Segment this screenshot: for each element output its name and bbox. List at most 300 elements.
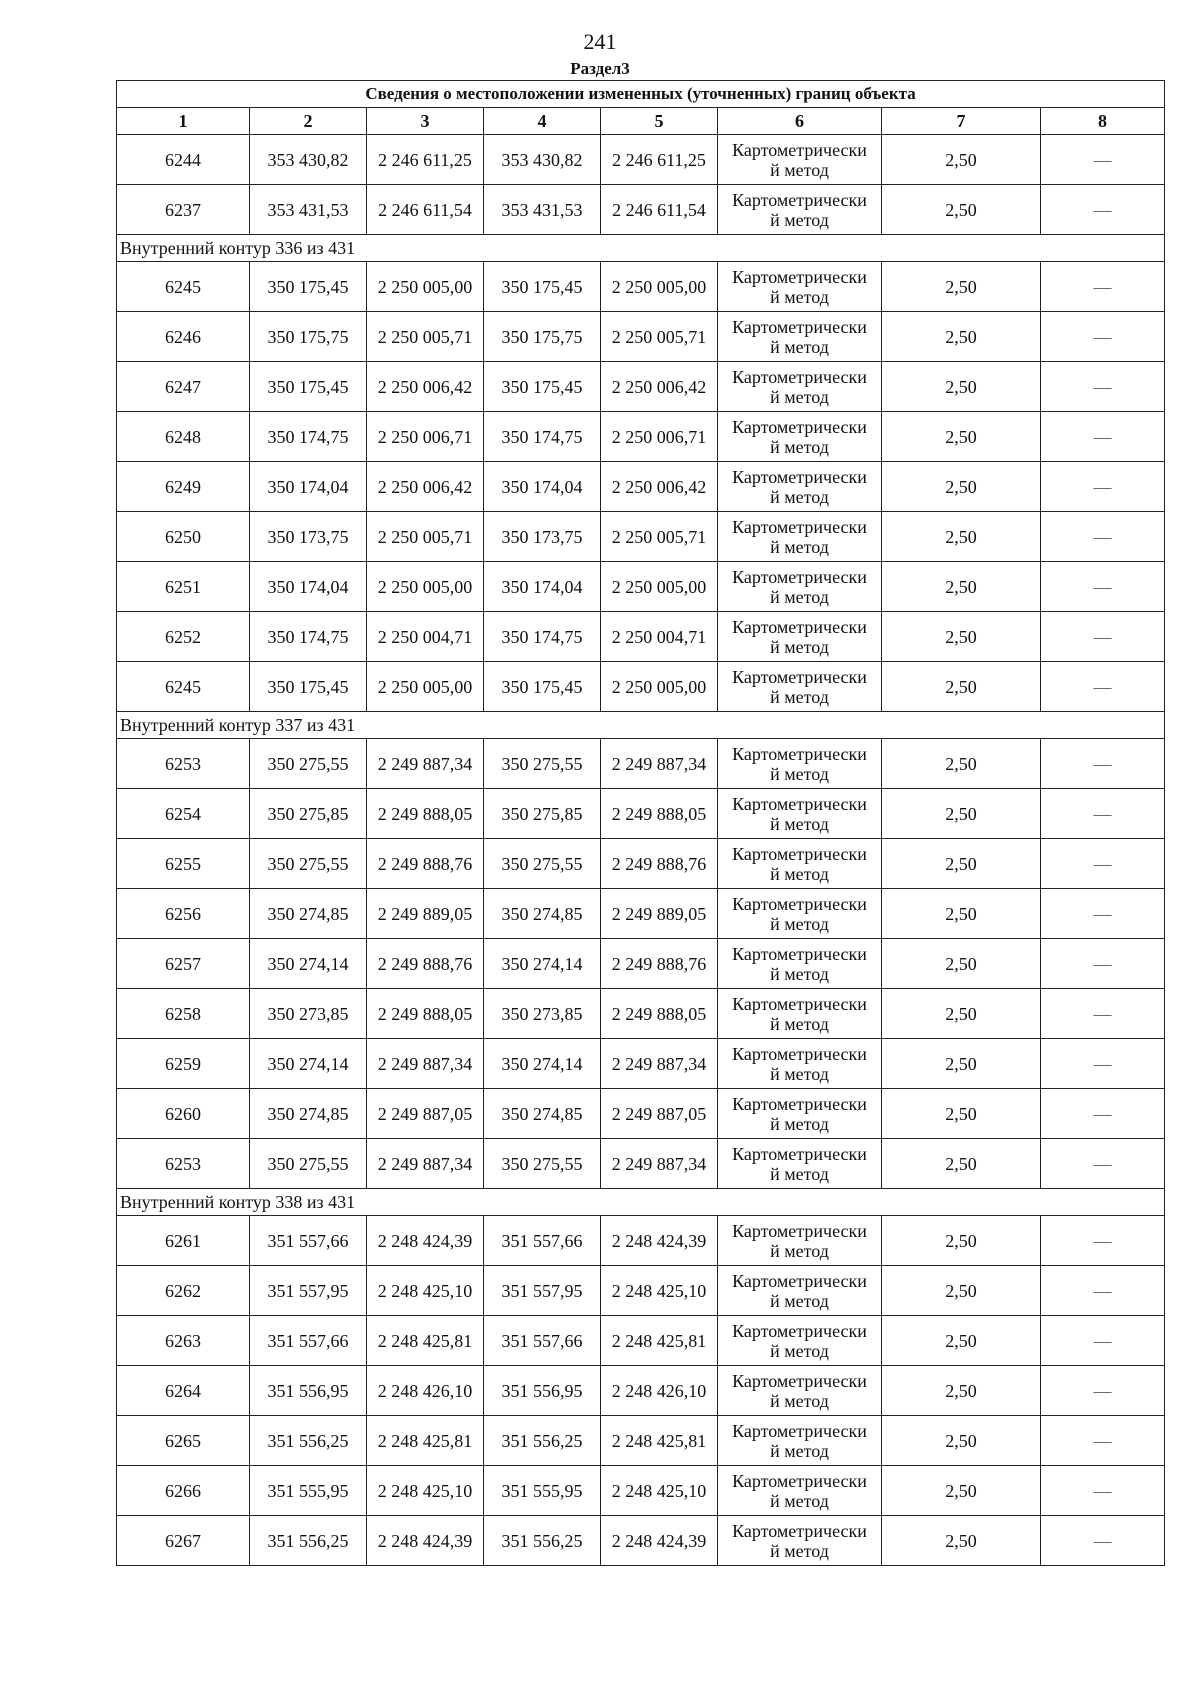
point-number: 6257 [117, 939, 250, 989]
method-line-2: й метод [770, 586, 829, 607]
y-coordinate-refined: 2 249 887,05 [601, 1089, 718, 1139]
table-row [117, 1366, 1165, 1416]
description-cell: — [1041, 412, 1165, 462]
y-coordinate-refined: 2 248 425,81 [601, 1316, 718, 1366]
method-cell [718, 1216, 882, 1266]
y-coordinate-refined: 2 249 887,34 [601, 1139, 718, 1189]
x-coordinate: 350 174,75 [250, 412, 367, 462]
table-row [117, 1039, 1165, 1089]
x-coordinate-refined: 351 557,95 [484, 1266, 601, 1316]
x-coordinate: 353 431,53 [250, 185, 367, 235]
boundary-coordinates-table [116, 80, 1165, 1566]
point-number: 6265 [117, 1416, 250, 1466]
table-row [117, 262, 1165, 312]
method-cell [718, 1466, 882, 1516]
point-number: 6264 [117, 1366, 250, 1416]
x-coordinate-refined: 350 274,14 [484, 1039, 601, 1089]
accuracy-cell: 2,50 [882, 262, 1041, 312]
method-cell [718, 1366, 882, 1416]
description-cell: — [1041, 1516, 1165, 1566]
y-coordinate: 2 249 889,05 [367, 889, 484, 939]
method-cell [718, 989, 882, 1039]
y-coordinate: 2 248 424,39 [367, 1216, 484, 1266]
y-coordinate-refined: 2 249 888,76 [601, 839, 718, 889]
method-cell [718, 1316, 882, 1366]
accuracy-cell: 2,50 [882, 562, 1041, 612]
description-cell: — [1041, 135, 1165, 185]
description-cell: — [1041, 889, 1165, 939]
table-row [117, 839, 1165, 889]
table-row [117, 739, 1165, 789]
method-line-2: й метод [770, 1163, 829, 1184]
y-coordinate-refined: 2 248 425,10 [601, 1266, 718, 1316]
point-number: 6249 [117, 462, 250, 512]
accuracy-cell: 2,50 [882, 1266, 1041, 1316]
y-coordinate: 2 250 006,42 [367, 462, 484, 512]
x-coordinate: 350 175,75 [250, 312, 367, 362]
column-header: 5 [601, 108, 718, 135]
contour-header-row [117, 235, 1165, 262]
method-line-2: й метод [770, 209, 829, 230]
description-cell: — [1041, 662, 1165, 712]
y-coordinate: 2 250 006,42 [367, 362, 484, 412]
method-cell [718, 1039, 882, 1089]
x-coordinate-refined: 353 430,82 [484, 135, 601, 185]
x-coordinate-refined: 350 274,14 [484, 939, 601, 989]
accuracy-cell: 2,50 [882, 135, 1041, 185]
x-coordinate-refined: 350 175,45 [484, 262, 601, 312]
description-cell: — [1041, 185, 1165, 235]
x-coordinate-refined: 351 556,25 [484, 1516, 601, 1566]
method-line-1: Картометрически [732, 516, 867, 537]
accuracy-cell: 2,50 [882, 1089, 1041, 1139]
method-line-2: й метод [770, 1063, 829, 1084]
point-number: 6256 [117, 889, 250, 939]
table-row [117, 135, 1165, 185]
method-line-2: й метод [770, 1340, 829, 1361]
method-line-1: Картометрически [732, 1370, 867, 1391]
x-coordinate-refined: 350 175,45 [484, 662, 601, 712]
column-header: 6 [718, 108, 882, 135]
method-line-1: Картометрически [732, 189, 867, 210]
y-coordinate: 2 249 888,05 [367, 989, 484, 1039]
description-cell: — [1041, 1466, 1165, 1516]
x-coordinate: 353 430,82 [250, 135, 367, 185]
method-cell [718, 562, 882, 612]
x-coordinate: 350 275,55 [250, 839, 367, 889]
column-header: 8 [1041, 108, 1165, 135]
table-row [117, 462, 1165, 512]
table-row [117, 939, 1165, 989]
description-cell: — [1041, 512, 1165, 562]
table-row [117, 1089, 1165, 1139]
x-coordinate-refined: 350 274,85 [484, 1089, 601, 1139]
method-line-2: й метод [770, 336, 829, 357]
table-row [117, 1416, 1165, 1466]
page-number: 241 [583, 29, 617, 54]
y-coordinate: 2 249 887,34 [367, 739, 484, 789]
x-coordinate: 350 173,75 [250, 512, 367, 562]
method-cell [718, 789, 882, 839]
method-line-1: Картометрически [732, 1270, 867, 1291]
method-line-1: Картометрически [732, 466, 867, 487]
x-coordinate: 351 557,66 [250, 1216, 367, 1266]
y-coordinate: 2 249 887,05 [367, 1089, 484, 1139]
method-cell [718, 612, 882, 662]
table-row [117, 789, 1165, 839]
accuracy-cell: 2,50 [882, 1139, 1041, 1189]
table-row [117, 1216, 1165, 1266]
table-row [117, 1316, 1165, 1366]
y-coordinate: 2 249 888,76 [367, 839, 484, 889]
y-coordinate: 2 250 005,00 [367, 262, 484, 312]
method-cell [718, 889, 882, 939]
y-coordinate-refined: 2 248 424,39 [601, 1516, 718, 1566]
x-coordinate-refined: 350 173,75 [484, 512, 601, 562]
y-coordinate: 2 250 006,71 [367, 412, 484, 462]
y-coordinate: 2 248 426,10 [367, 1366, 484, 1416]
x-coordinate: 350 175,45 [250, 362, 367, 412]
method-line-1: Картометрически [732, 1143, 867, 1164]
method-line-1: Картометрически [732, 1043, 867, 1064]
point-number: 6263 [117, 1316, 250, 1366]
point-number: 6266 [117, 1466, 250, 1516]
description-cell: — [1041, 1266, 1165, 1316]
y-coordinate: 2 248 425,10 [367, 1266, 484, 1316]
x-coordinate-refined: 350 175,45 [484, 362, 601, 412]
table-row [117, 512, 1165, 562]
table-body [117, 135, 1165, 1566]
x-coordinate-refined: 353 431,53 [484, 185, 601, 235]
method-cell [718, 1266, 882, 1316]
description-cell: — [1041, 312, 1165, 362]
y-coordinate: 2 249 887,34 [367, 1139, 484, 1189]
y-coordinate-refined: 2 249 887,34 [601, 739, 718, 789]
method-cell [718, 312, 882, 362]
x-coordinate-refined: 350 174,75 [484, 412, 601, 462]
method-line-1: Картометрически [732, 1093, 867, 1114]
point-number: 6237 [117, 185, 250, 235]
point-number: 6244 [117, 135, 250, 185]
x-coordinate: 351 556,25 [250, 1416, 367, 1466]
y-coordinate-refined: 2 248 425,81 [601, 1416, 718, 1466]
y-coordinate-refined: 2 250 005,00 [601, 262, 718, 312]
method-line-1: Картометрически [732, 666, 867, 687]
x-coordinate: 350 175,45 [250, 262, 367, 312]
accuracy-cell: 2,50 [882, 1316, 1041, 1366]
accuracy-cell: 2,50 [882, 1039, 1041, 1089]
point-number: 6246 [117, 312, 250, 362]
description-cell: — [1041, 1416, 1165, 1466]
accuracy-cell: 2,50 [882, 185, 1041, 235]
method-line-1: Картометрически [732, 943, 867, 964]
method-line-2: й метод [770, 1113, 829, 1134]
x-coordinate-refined: 350 273,85 [484, 989, 601, 1039]
column-header: 3 [367, 108, 484, 135]
accuracy-cell: 2,50 [882, 889, 1041, 939]
x-coordinate: 350 274,14 [250, 939, 367, 989]
accuracy-cell: 2,50 [882, 1366, 1041, 1416]
x-coordinate: 350 174,75 [250, 612, 367, 662]
point-number: 6259 [117, 1039, 250, 1089]
method-line-1: Картометрически [732, 416, 867, 437]
accuracy-cell: 2,50 [882, 1216, 1041, 1266]
y-coordinate: 2 250 005,00 [367, 562, 484, 612]
point-number: 6267 [117, 1516, 250, 1566]
accuracy-cell: 2,50 [882, 939, 1041, 989]
method-line-2: й метод [770, 763, 829, 784]
x-coordinate: 351 556,95 [250, 1366, 367, 1416]
y-coordinate: 2 248 425,10 [367, 1466, 484, 1516]
method-line-1: Картометрически [732, 893, 867, 914]
method-line-1: Картометрически [732, 1320, 867, 1341]
column-header: 2 [250, 108, 367, 135]
y-coordinate: 2 248 424,39 [367, 1516, 484, 1566]
method-line-2: й метод [770, 1440, 829, 1461]
y-coordinate: 2 248 425,81 [367, 1416, 484, 1466]
method-line-1: Картометрически [732, 1220, 867, 1241]
description-cell: — [1041, 789, 1165, 839]
method-line-2: й метод [770, 1540, 829, 1561]
method-cell [718, 412, 882, 462]
x-coordinate: 350 275,55 [250, 739, 367, 789]
description-cell: — [1041, 1039, 1165, 1089]
method-line-2: й метод [770, 1290, 829, 1311]
y-coordinate-refined: 2 250 006,42 [601, 462, 718, 512]
accuracy-cell: 2,50 [882, 989, 1041, 1039]
contour-label: Внутренний контур 338 из 431 [117, 1189, 1165, 1216]
method-cell [718, 1089, 882, 1139]
point-number: 6252 [117, 612, 250, 662]
x-coordinate-refined: 351 557,66 [484, 1216, 601, 1266]
method-cell [718, 135, 882, 185]
accuracy-cell: 2,50 [882, 312, 1041, 362]
table-row [117, 362, 1165, 412]
accuracy-cell: 2,50 [882, 612, 1041, 662]
table-row [117, 989, 1165, 1039]
method-line-2: й метод [770, 436, 829, 457]
y-coordinate-refined: 2 248 426,10 [601, 1366, 718, 1416]
method-line-1: Картометрически [732, 1470, 867, 1491]
description-cell: — [1041, 1316, 1165, 1366]
description-cell: — [1041, 939, 1165, 989]
method-line-1: Картометрически [732, 616, 867, 637]
y-coordinate-refined: 2 250 005,71 [601, 512, 718, 562]
point-number: 6255 [117, 839, 250, 889]
method-cell [718, 839, 882, 889]
y-coordinate: 2 246 611,54 [367, 185, 484, 235]
y-coordinate: 2 248 425,81 [367, 1316, 484, 1366]
accuracy-cell: 2,50 [882, 1516, 1041, 1566]
y-coordinate-refined: 2 250 005,00 [601, 662, 718, 712]
contour-header-row [117, 1189, 1165, 1216]
x-coordinate: 350 275,55 [250, 1139, 367, 1189]
accuracy-cell: 2,50 [882, 1416, 1041, 1466]
column-header-row [117, 108, 1165, 135]
method-cell [718, 1139, 882, 1189]
method-line-2: й метод [770, 1013, 829, 1034]
point-number: 6262 [117, 1266, 250, 1316]
x-coordinate-refined: 351 555,95 [484, 1466, 601, 1516]
y-coordinate-refined: 2 250 004,71 [601, 612, 718, 662]
method-line-2: й метод [770, 1390, 829, 1411]
table-row [117, 1516, 1165, 1566]
accuracy-cell: 2,50 [882, 789, 1041, 839]
x-coordinate: 350 274,85 [250, 889, 367, 939]
y-coordinate-refined: 2 249 888,05 [601, 989, 718, 1039]
table-row [117, 185, 1165, 235]
method-line-2: й метод [770, 963, 829, 984]
y-coordinate: 2 246 611,25 [367, 135, 484, 185]
description-cell: — [1041, 262, 1165, 312]
point-number: 6258 [117, 989, 250, 1039]
table-row [117, 1266, 1165, 1316]
x-coordinate-refined: 350 174,04 [484, 562, 601, 612]
method-line-1: Картометрически [732, 139, 867, 160]
table-caption: Сведения о местоположении измененных (уточненных) границ объекта [117, 81, 1165, 108]
method-cell [718, 185, 882, 235]
contour-header-row [117, 712, 1165, 739]
y-coordinate-refined: 2 248 425,10 [601, 1466, 718, 1516]
method-line-2: й метод [770, 813, 829, 834]
x-coordinate-refined: 350 274,85 [484, 889, 601, 939]
x-coordinate-refined: 350 174,04 [484, 462, 601, 512]
section-title: Раздел3 [570, 59, 630, 78]
method-line-1: Картометрически [732, 843, 867, 864]
method-line-1: Картометрически [732, 566, 867, 587]
point-number: 6245 [117, 262, 250, 312]
x-coordinate-refined: 351 556,95 [484, 1366, 601, 1416]
x-coordinate: 350 174,04 [250, 562, 367, 612]
accuracy-cell: 2,50 [882, 662, 1041, 712]
x-coordinate: 350 274,85 [250, 1089, 367, 1139]
method-line-2: й метод [770, 286, 829, 307]
y-coordinate: 2 249 888,05 [367, 789, 484, 839]
table-row [117, 662, 1165, 712]
method-cell [718, 462, 882, 512]
y-coordinate: 2 250 005,71 [367, 312, 484, 362]
x-coordinate-refined: 350 175,75 [484, 312, 601, 362]
table-row [117, 1139, 1165, 1189]
description-cell: — [1041, 739, 1165, 789]
y-coordinate: 2 250 005,00 [367, 662, 484, 712]
point-number: 6260 [117, 1089, 250, 1139]
contour-label: Внутренний контур 336 из 431 [117, 235, 1165, 262]
method-line-2: й метод [770, 913, 829, 934]
y-coordinate-refined: 2 249 888,76 [601, 939, 718, 989]
x-coordinate-refined: 350 275,55 [484, 1139, 601, 1189]
point-number: 6261 [117, 1216, 250, 1266]
y-coordinate: 2 249 887,34 [367, 1039, 484, 1089]
method-line-2: й метод [770, 159, 829, 180]
y-coordinate: 2 250 004,71 [367, 612, 484, 662]
y-coordinate-refined: 2 250 006,42 [601, 362, 718, 412]
method-line-1: Картометрически [732, 1520, 867, 1541]
y-coordinate-refined: 2 246 611,25 [601, 135, 718, 185]
x-coordinate: 350 174,04 [250, 462, 367, 512]
accuracy-cell: 2,50 [882, 362, 1041, 412]
point-number: 6245 [117, 662, 250, 712]
accuracy-cell: 2,50 [882, 739, 1041, 789]
accuracy-cell: 2,50 [882, 512, 1041, 562]
method-cell [718, 362, 882, 412]
x-coordinate: 351 557,66 [250, 1316, 367, 1366]
accuracy-cell: 2,50 [882, 839, 1041, 889]
table-row [117, 1466, 1165, 1516]
accuracy-cell: 2,50 [882, 462, 1041, 512]
method-line-2: й метод [770, 1240, 829, 1261]
contour-label: Внутренний контур 337 из 431 [117, 712, 1165, 739]
method-cell [718, 262, 882, 312]
method-line-1: Картометрически [732, 1420, 867, 1441]
method-cell [718, 1416, 882, 1466]
x-coordinate: 351 557,95 [250, 1266, 367, 1316]
y-coordinate-refined: 2 249 887,34 [601, 1039, 718, 1089]
x-coordinate-refined: 350 174,75 [484, 612, 601, 662]
method-cell [718, 1516, 882, 1566]
y-coordinate-refined: 2 250 006,71 [601, 412, 718, 462]
method-line-1: Картометрически [732, 993, 867, 1014]
point-number: 6253 [117, 739, 250, 789]
table-row [117, 312, 1165, 362]
table-row [117, 889, 1165, 939]
description-cell: — [1041, 462, 1165, 512]
column-header: 1 [117, 108, 250, 135]
x-coordinate: 351 556,25 [250, 1516, 367, 1566]
description-cell: — [1041, 562, 1165, 612]
description-cell: — [1041, 839, 1165, 889]
x-coordinate: 350 274,14 [250, 1039, 367, 1089]
method-cell [718, 739, 882, 789]
x-coordinate-refined: 351 557,66 [484, 1316, 601, 1366]
table-row [117, 412, 1165, 462]
column-header: 7 [882, 108, 1041, 135]
y-coordinate: 2 250 005,71 [367, 512, 484, 562]
method-line-2: й метод [770, 863, 829, 884]
point-number: 6254 [117, 789, 250, 839]
table-row [117, 612, 1165, 662]
method-line-1: Картометрически [732, 266, 867, 287]
method-line-1: Картометрически [732, 366, 867, 387]
method-line-2: й метод [770, 386, 829, 407]
description-cell: — [1041, 612, 1165, 662]
description-cell: — [1041, 1366, 1165, 1416]
column-header: 4 [484, 108, 601, 135]
table-row [117, 562, 1165, 612]
table-caption-row [117, 81, 1165, 108]
x-coordinate: 350 273,85 [250, 989, 367, 1039]
method-line-2: й метод [770, 636, 829, 657]
method-line-1: Картометрически [732, 316, 867, 337]
y-coordinate-refined: 2 249 889,05 [601, 889, 718, 939]
accuracy-cell: 2,50 [882, 1466, 1041, 1516]
method-line-1: Картометрически [732, 793, 867, 814]
description-cell: — [1041, 1139, 1165, 1189]
accuracy-cell: 2,50 [882, 412, 1041, 462]
method-line-2: й метод [770, 686, 829, 707]
point-number: 6248 [117, 412, 250, 462]
y-coordinate-refined: 2 246 611,54 [601, 185, 718, 235]
x-coordinate: 351 555,95 [250, 1466, 367, 1516]
description-cell: — [1041, 1089, 1165, 1139]
method-line-2: й метод [770, 486, 829, 507]
x-coordinate: 350 275,85 [250, 789, 367, 839]
point-number: 6250 [117, 512, 250, 562]
method-cell [718, 662, 882, 712]
description-cell: — [1041, 362, 1165, 412]
point-number: 6253 [117, 1139, 250, 1189]
method-cell [718, 512, 882, 562]
